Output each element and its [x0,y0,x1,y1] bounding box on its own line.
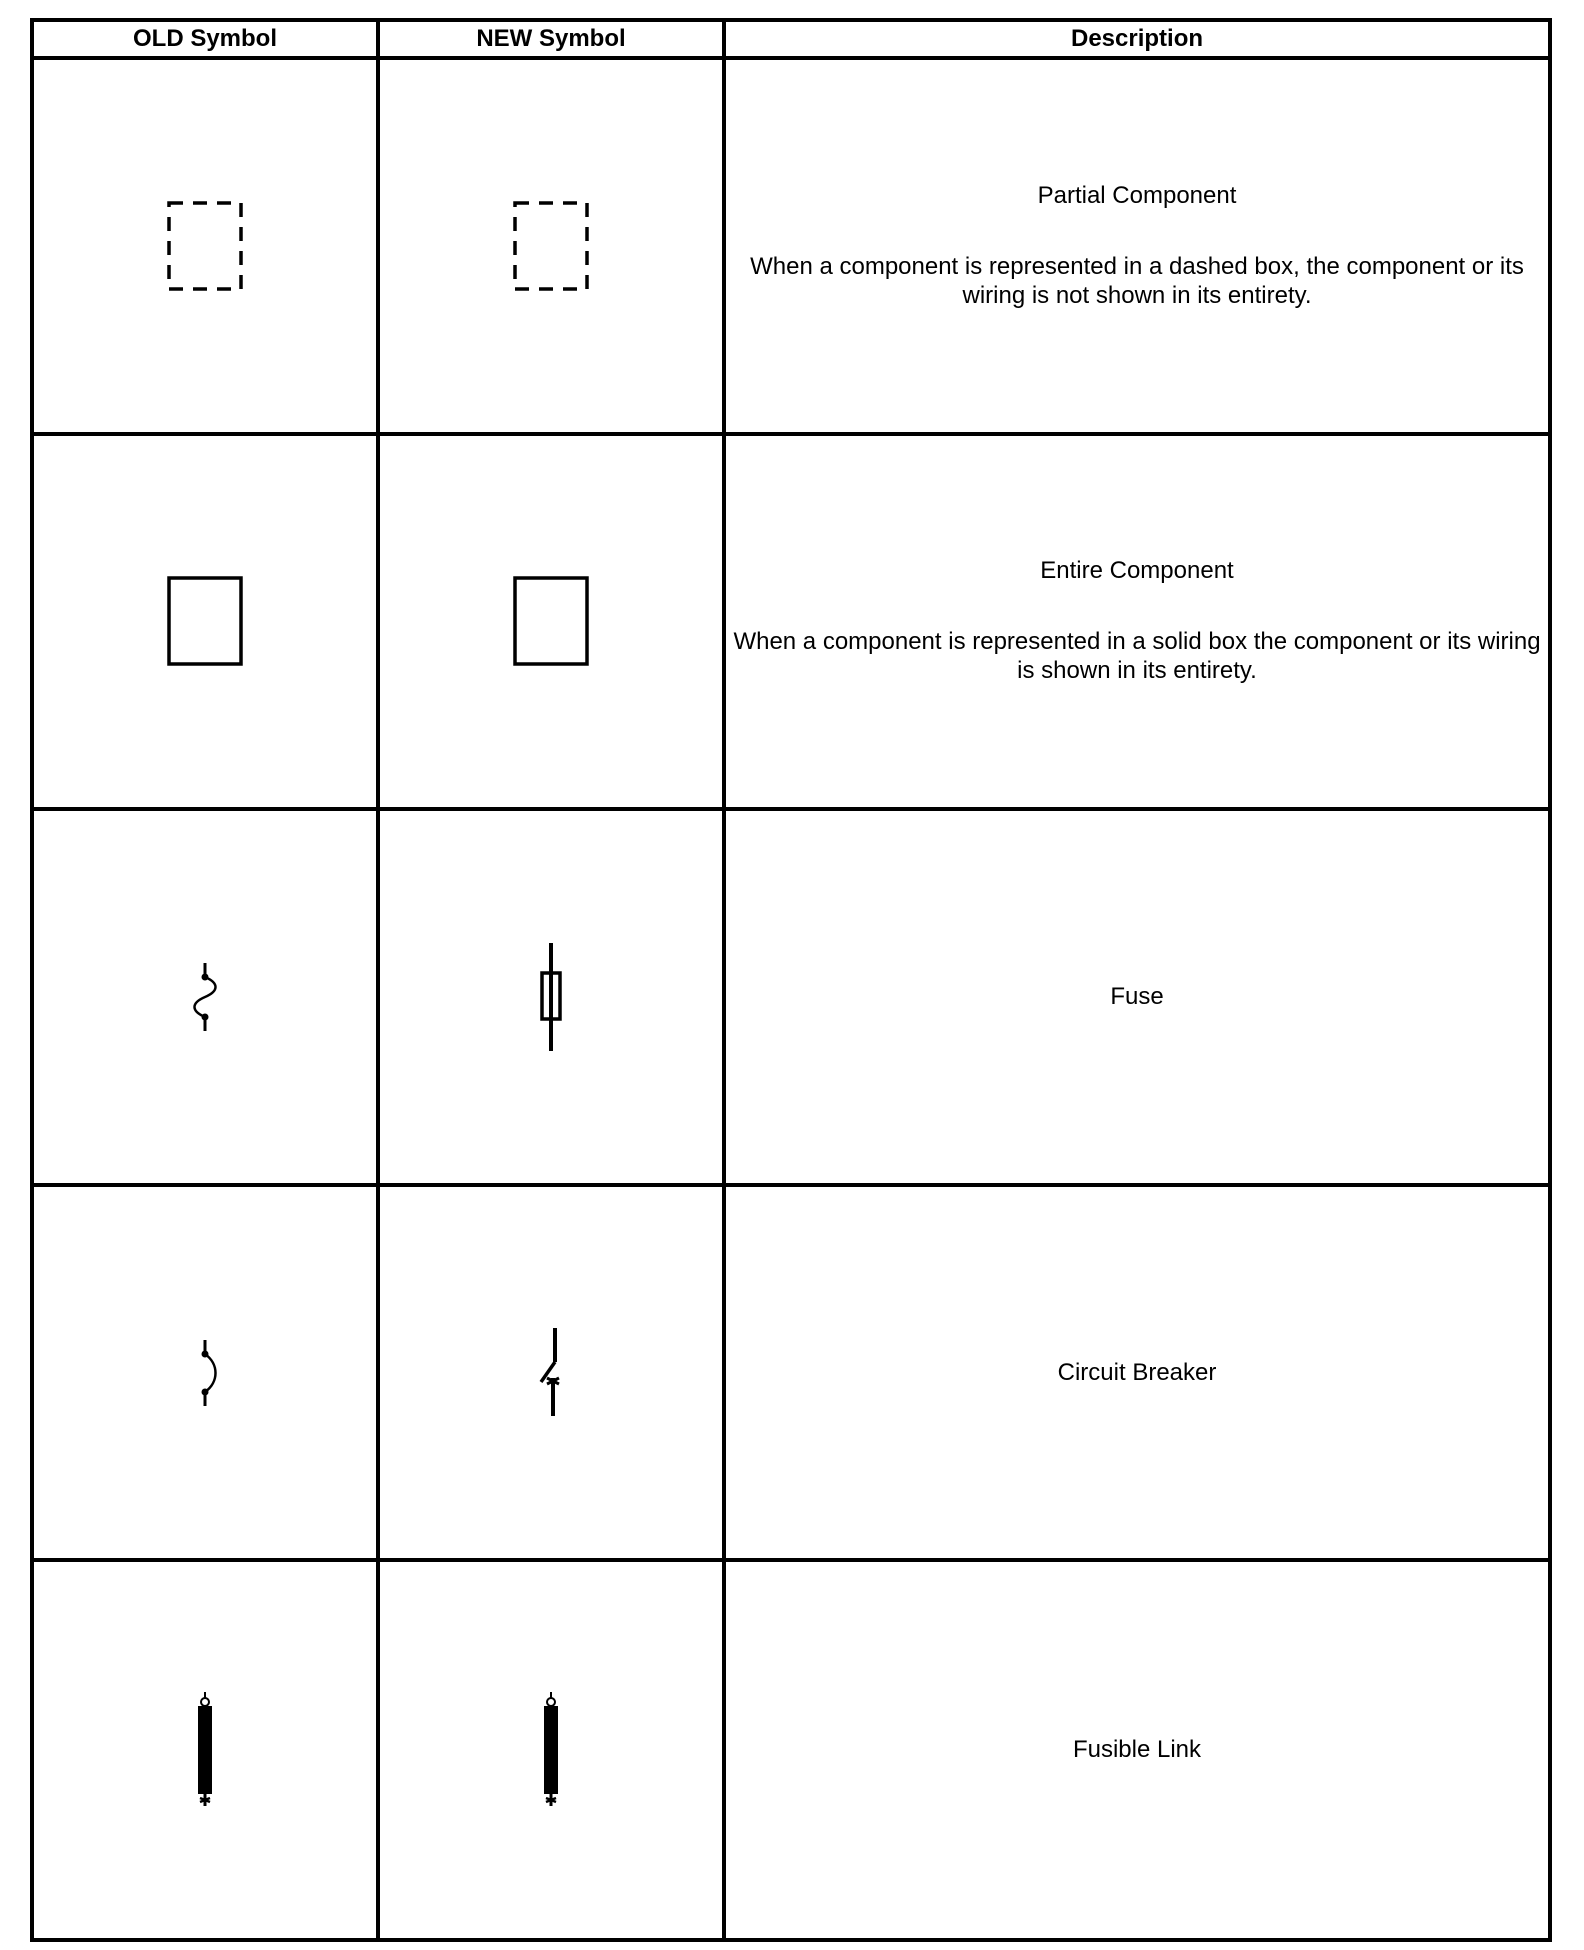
fusible-link-icon [185,1690,225,1810]
header-new-symbol: NEW Symbol [380,22,726,60]
solid-box-icon [165,574,245,668]
circuit-breaker-new-icon [531,1326,571,1420]
description-cell [726,436,1548,812]
description-title: Fusible Link [1072,1736,1202,1764]
header-description: Description [726,22,1548,60]
fuse-old-icon [185,957,225,1037]
old-symbol-cell [34,1562,380,1938]
description-cell [726,811,1548,1187]
description-cell [726,1187,1548,1563]
description-title: Circuit Breaker [1057,1358,1217,1386]
new-symbol-cell [380,811,726,1187]
symbol-grid [34,22,1548,1938]
description-cell [726,60,1548,436]
new-symbol-cell [380,1562,726,1938]
solid-box-icon [511,574,591,668]
new-symbol-cell [380,1187,726,1563]
old-symbol-cell [34,1187,380,1563]
description-title: Partial Component [1037,181,1237,209]
old-symbol-cell [34,60,380,436]
fuse-new-icon [531,941,571,1053]
fusible-link-icon [531,1690,571,1810]
new-symbol-cell [380,436,726,812]
description-title: Entire Component [1040,557,1234,585]
dashed-box-icon [165,199,245,293]
old-symbol-cell [34,436,380,812]
description-text: When a component is represented in a solid box the component or its wiring is shown in its entirety. [733,628,1541,685]
header-old-symbol: OLD Symbol [34,22,380,60]
description-cell [726,1562,1548,1938]
dashed-box-icon [511,199,591,293]
new-symbol-cell [380,60,726,436]
description-title: Fuse [1110,982,1164,1010]
description-text: When a component is represented in a dashed box, the component or its wiring is not shown in its entirety. [750,252,1524,309]
symbol-table [30,18,1552,1942]
old-symbol-cell [34,811,380,1187]
circuit-breaker-old-icon [185,1336,225,1410]
